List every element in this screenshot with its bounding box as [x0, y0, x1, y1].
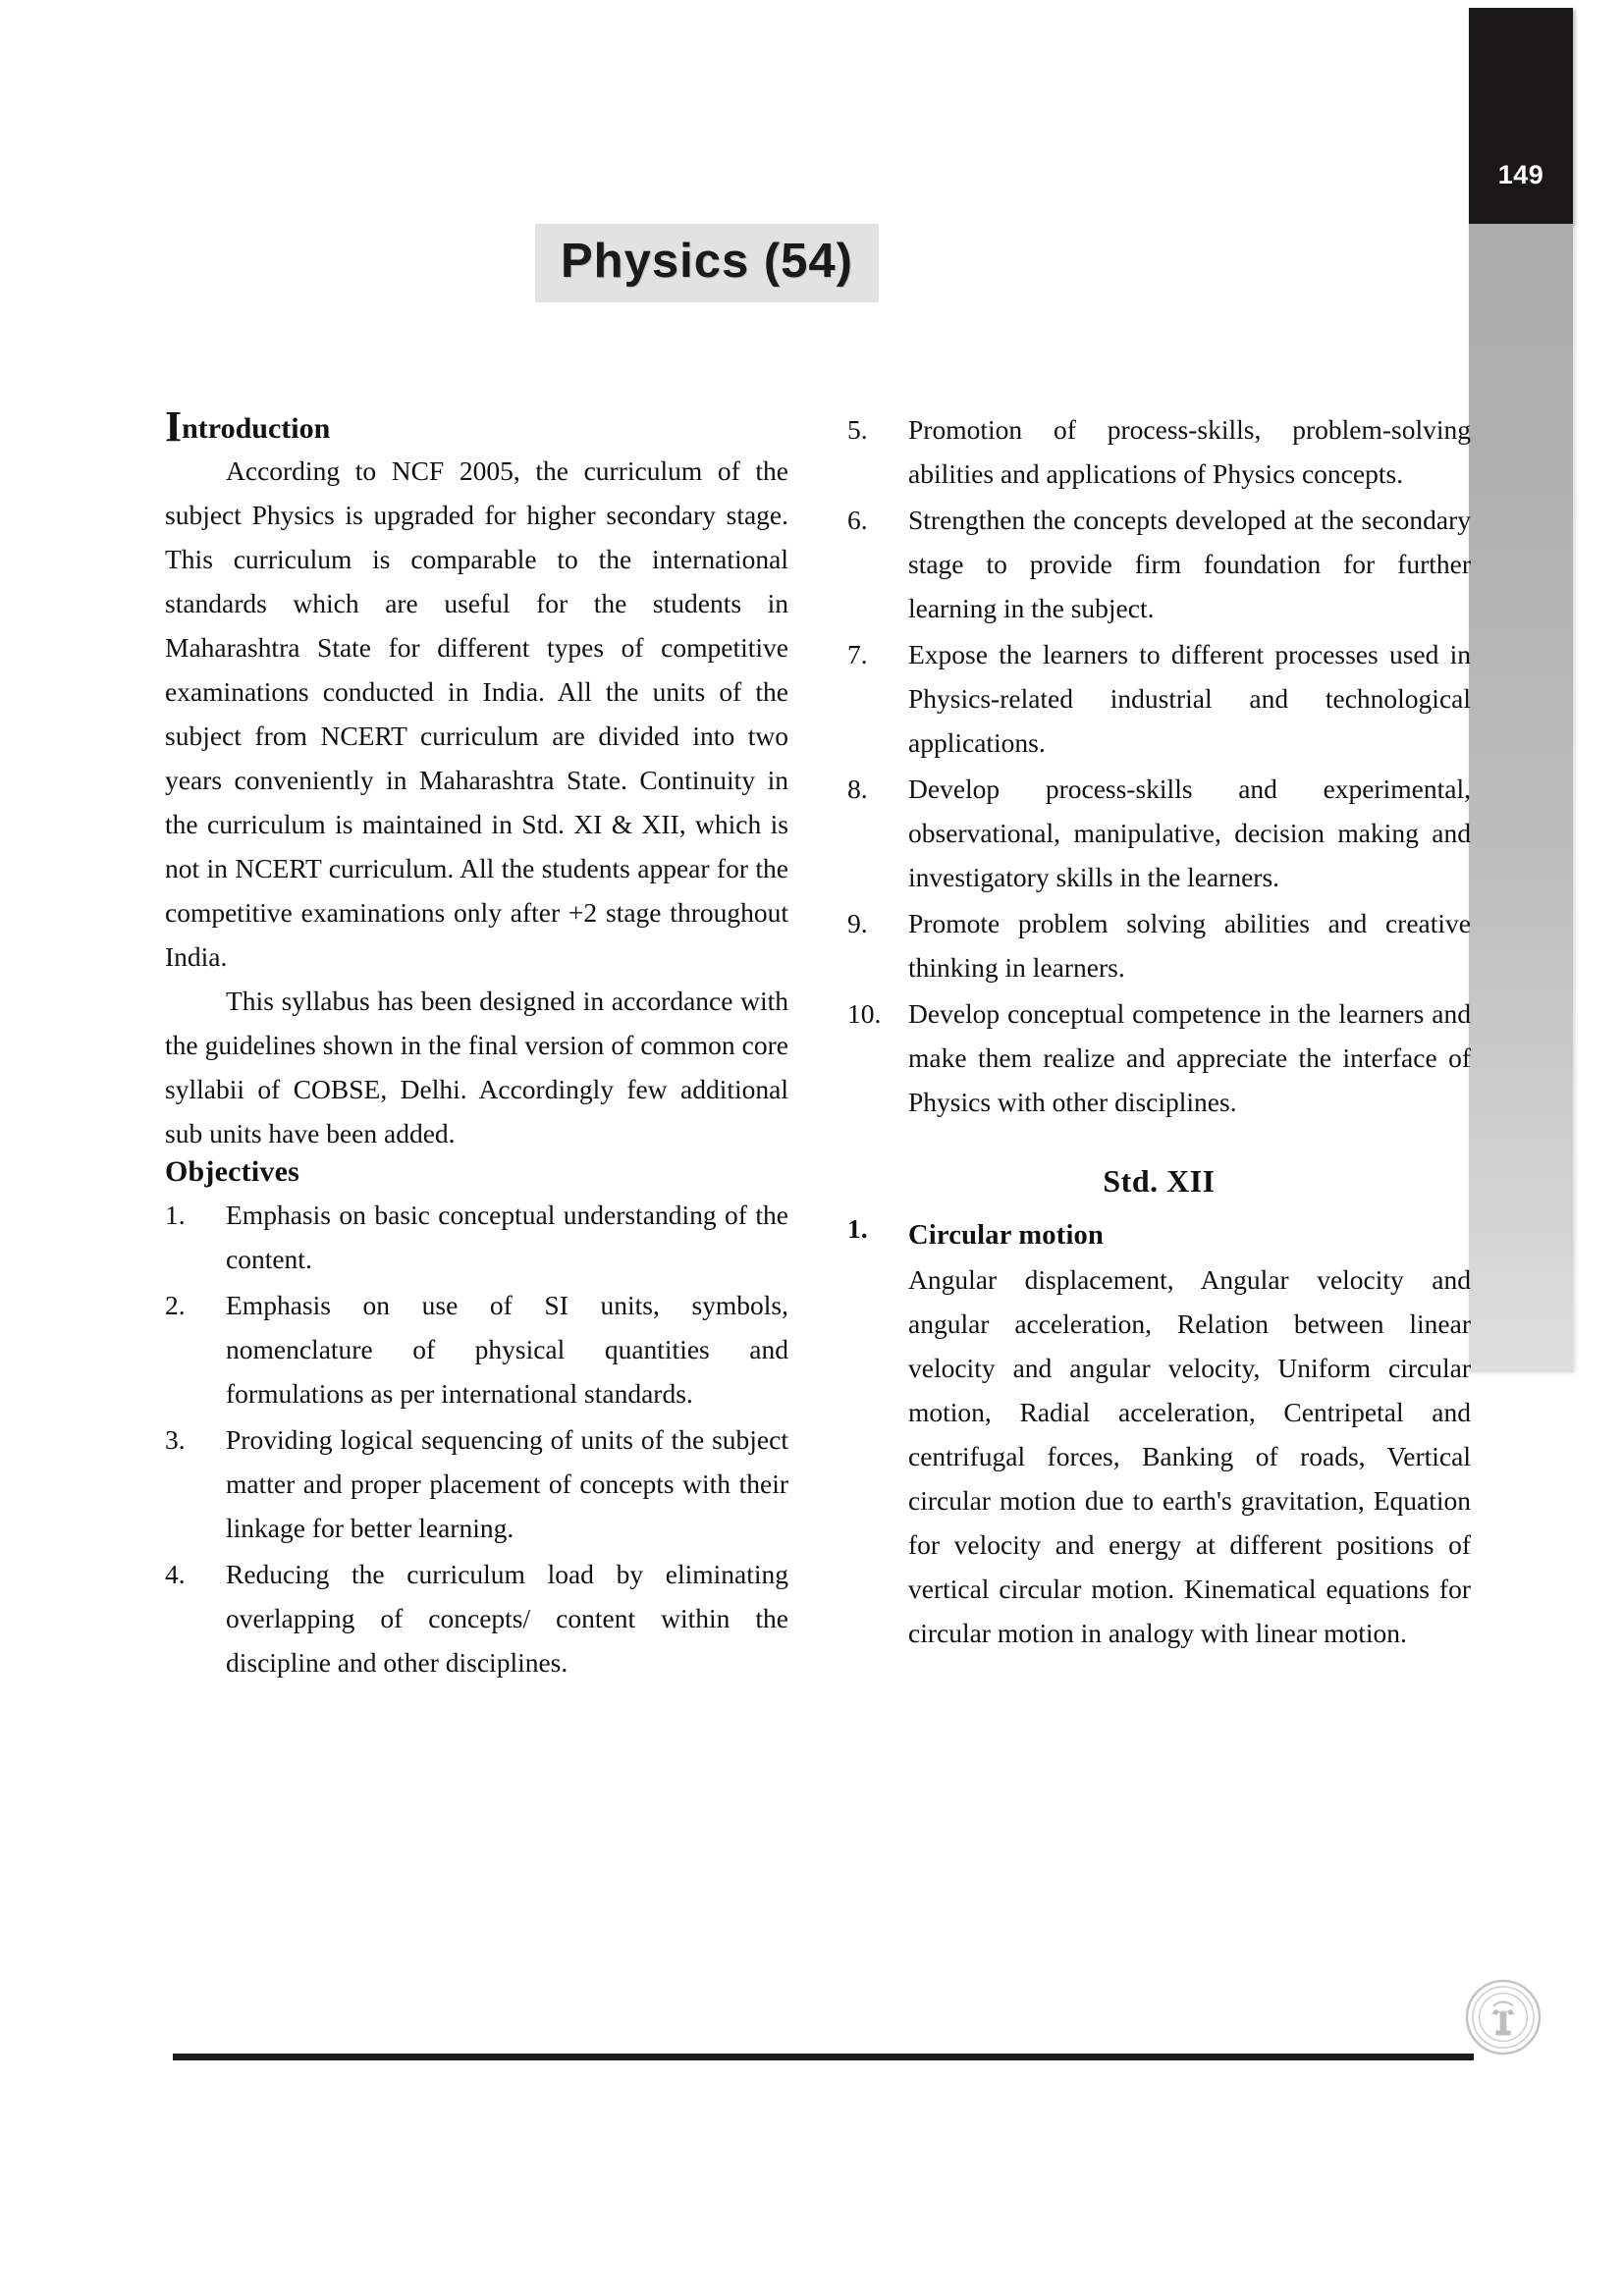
list-item [847, 498, 1471, 630]
page-title: Physics (54) [535, 224, 879, 302]
list-item [165, 1417, 788, 1550]
list-item-number: 7. [847, 639, 868, 669]
objectives-list [165, 1193, 788, 1684]
list-item-text: Providing logical sequencing of units of the subject matter and proper placement of concepts with their linkage for better learning. [226, 1423, 788, 1543]
list-item [847, 901, 1471, 989]
unit-title: Circular motion [908, 1220, 1105, 1251]
list-item-text: Develop conceptual competence in the learners and make them realize and appreciate the interface of Physics with other disciplines. [908, 998, 1471, 1117]
list-item-number: 1. [165, 1199, 186, 1230]
list-item-text: Strengthen the concepts developed at the secondary stage to provide firm foundation for further learning in the subject. [908, 505, 1471, 623]
introduction-heading [165, 402, 788, 451]
introduction-paragraph-2: This syllabus has been designed in accordance with the guidelines shown in the final version of common core syllabii of COBSE, Delhi. Accordingly few additional sub units have been added. [165, 985, 788, 1148]
list-item [847, 767, 1471, 899]
list-item-text: Expose the learners to different processes used in Physics-related industrial and technological applications. [908, 639, 1471, 758]
page-title-container [0, 224, 1414, 302]
list-item [847, 991, 1471, 1124]
list-item-text: Develop process-skills and experimental, observational, manipulative, decision making and investigatory skills in the learners. [908, 774, 1471, 892]
unit-body: Angular displacement, Angular velocity and angular acceleration, Relation between linear velocity and angular velocity, Uniform circular motion, Radial acceleration, Centripetal and centrifugal forces, Banking of roads, Vertical circular motion due to earth's gravitation, Equation for velocity and energy at different positions of vertical circular motion. Kinematical equations for circular motion in analogy with linear motion. [908, 1264, 1471, 1648]
list-item-text: Reducing the curriculum load by eliminating overlapping of concepts/ content within the discipline and other disciplines. [226, 1558, 788, 1678]
list-item-text: Promote problem solving abilities and creative thinking in learners. [908, 908, 1471, 983]
list-item [847, 407, 1471, 496]
introduction-heading-rest: ntroduction [182, 412, 331, 445]
std-heading: Std. XII [1103, 1163, 1216, 1199]
left-column [165, 402, 788, 1686]
list-item [847, 632, 1471, 765]
list-item-number: 10. [847, 998, 882, 1029]
unit-entry [847, 1213, 1471, 1655]
list-item-number: 3. [165, 1423, 186, 1455]
list-item-number: 2. [165, 1289, 186, 1320]
list-item [165, 1552, 788, 1684]
list-item-text: Promotion of process-skills, problem-solving abilities and applications of Physics concepts. [908, 414, 1471, 489]
list-item-text: Emphasis on basic conceptual understanding of the content. [226, 1199, 788, 1274]
two-column-body [165, 402, 1471, 1686]
list-item [165, 1283, 788, 1415]
list-item-text: Emphasis on use of SI units, symbols, nomenclature of physical quantities and formulations as per international standards. [226, 1289, 788, 1409]
right-column [847, 407, 1471, 1686]
emblem-seal-icon [1462, 1976, 1544, 2058]
introduction-dropcap: I [165, 402, 183, 451]
list-item-number: 8. [847, 774, 868, 804]
bottom-divider [173, 2054, 1474, 2060]
page-number-tab [1469, 8, 1573, 224]
introduction-paragraph-1: According to NCF 2005, the curriculum of the subject Physics is upgraded for higher secondary stage. This curriculum is comparable to the international standards which are useful for the students in Maharashtra State for different types of competitive examinations conducted in India. All the units of the subject from NCERT curriculum are divided into two years conveniently in Maharashtra State. Continuity in the curriculum is maintained in Std. XI & XII, which is not in NCERT curriculum. All the students appear for the competitive examinations only after +2 stage throughout India. [165, 454, 788, 972]
list-item [165, 1193, 788, 1281]
objectives-continued-list [847, 407, 1471, 1124]
unit-number: 1. [847, 1213, 868, 1244]
page-number: 149 [1497, 160, 1544, 189]
list-item-number: 6. [847, 505, 868, 535]
list-item-number: 9. [847, 908, 868, 938]
objectives-heading: Objectives [165, 1154, 299, 1188]
list-item-number: 4. [165, 1558, 186, 1589]
edge-gradient-strip [1469, 224, 1573, 1372]
list-item-number: 5. [847, 414, 868, 445]
